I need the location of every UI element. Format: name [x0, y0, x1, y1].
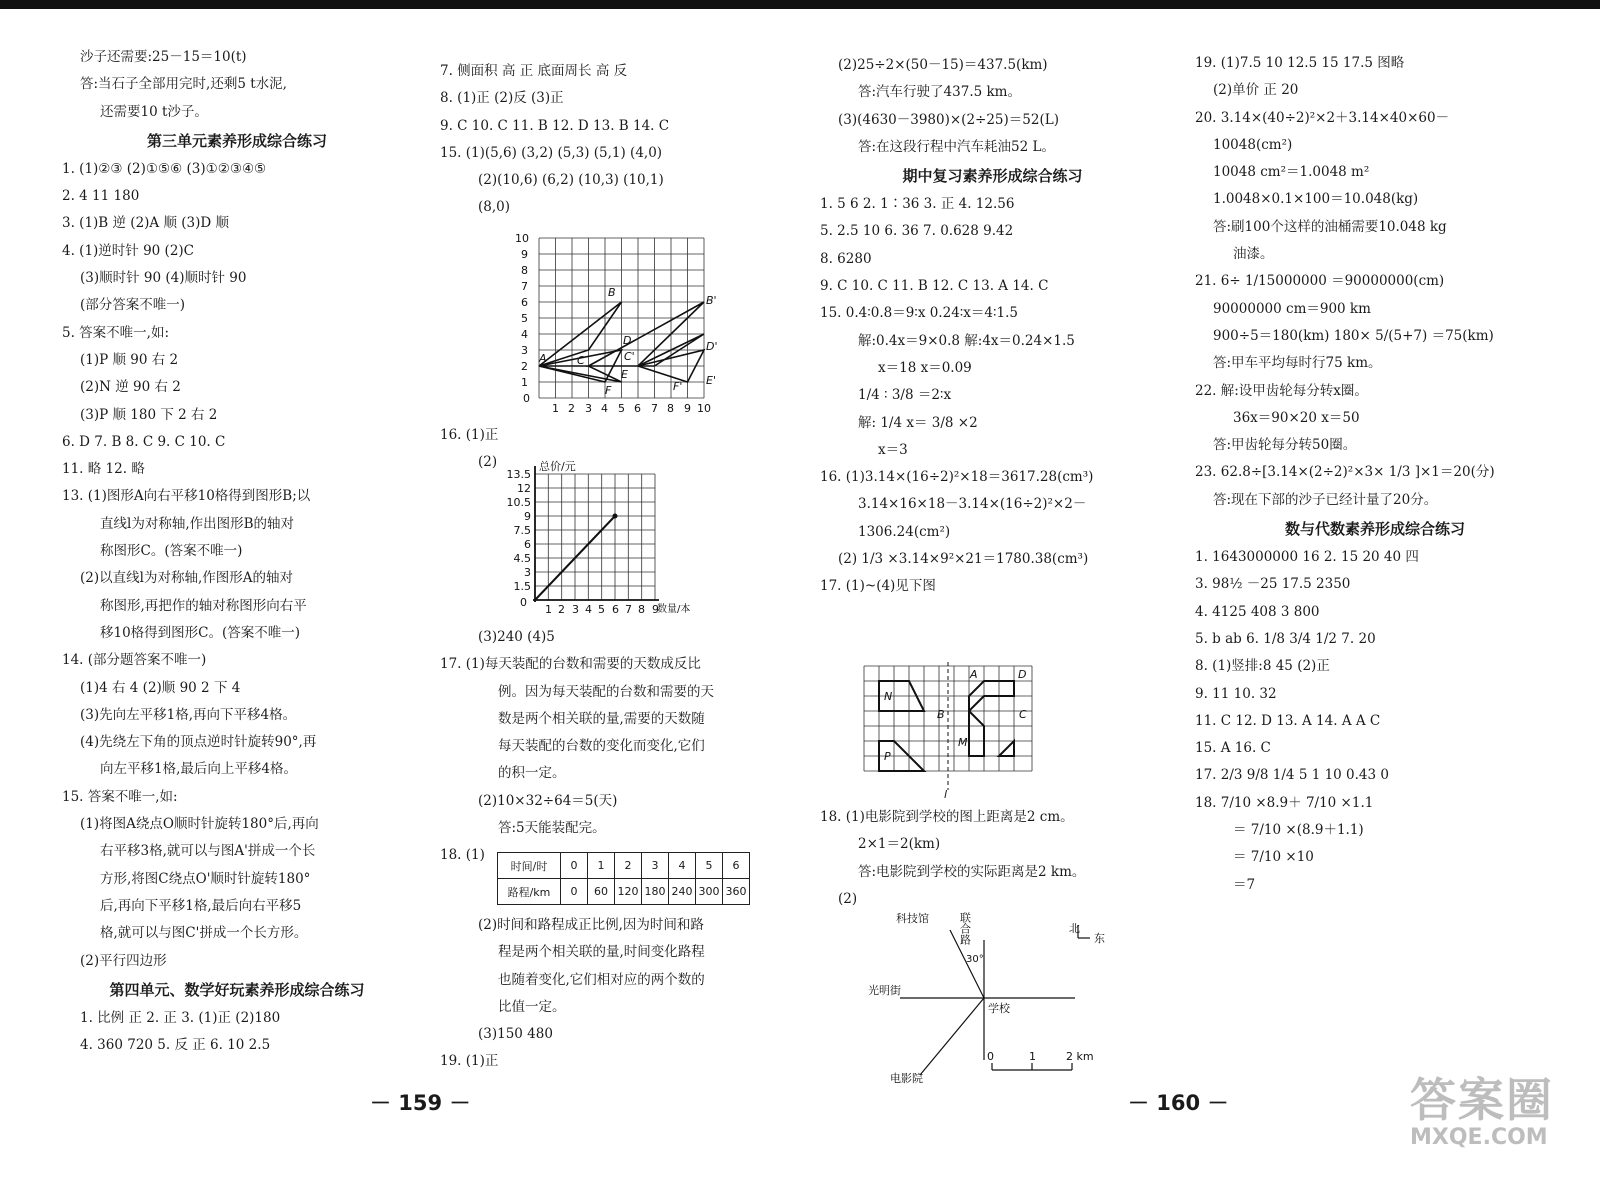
x-tick: 9 [652, 603, 659, 616]
table-cell: 1 [588, 853, 615, 879]
science-museum-label: 科技馆 [896, 912, 929, 925]
point-label: E [621, 368, 628, 381]
x-tick: 3 [585, 402, 592, 415]
text-line: 11. 略 12. 略 [62, 461, 145, 478]
scale-one: 1 [1029, 1050, 1036, 1063]
text-line: (1)将图A绕点O顺时针旋转180°后,再向 [80, 816, 319, 833]
y-tick: 5 [521, 312, 528, 325]
y-tick: 3 [524, 566, 531, 579]
table-cell: 360 [723, 879, 750, 905]
text-line: (2)25÷2×(50－15)＝437.5(km) [838, 57, 1048, 73]
table-cell: 300 [696, 879, 723, 905]
x-tick: 2 [558, 603, 565, 616]
text-line: x＝3 [878, 441, 908, 458]
column-1 [62, 44, 412, 1059]
point-label: C [577, 354, 585, 367]
text-line: 1. 5 6 2. 1∶36 3. 正 4. 12.56 [820, 196, 1015, 213]
text-line: 5. b ab 6. 1/8 3/4 1/2 7. 20 [1195, 630, 1376, 647]
axis-label: l [944, 788, 948, 801]
y-tick-labels [515, 232, 530, 405]
origin-label: 0 [520, 596, 527, 609]
text-line: (3)P 顺 180 下 2 右 2 [80, 406, 218, 423]
x-tick: 2 [568, 402, 575, 415]
column-3-lower [820, 804, 1165, 913]
text-line: 15. 答案不唯一,如: [62, 788, 178, 805]
x-tick: 4 [585, 603, 592, 616]
text-line: 17. (1)~(4)见下图 [820, 578, 936, 595]
x-tick: 10 [697, 402, 711, 415]
point-label: D [623, 334, 632, 347]
text-line: 1/4 ∶ 3/8 ＝2∶x [858, 387, 952, 404]
y-tick: 9 [524, 510, 531, 523]
text-line: (1)P 顺 90 右 2 [80, 351, 179, 368]
point-label: F' [673, 380, 683, 393]
table-cell: 6 [723, 853, 750, 879]
watermark-logo [1410, 1075, 1570, 1165]
text-line: 格,就可以与图C'拼成一个长方形。 [100, 925, 308, 942]
time-distance-table [497, 852, 750, 905]
text-line: 1306.24(cm²) [858, 523, 951, 540]
text-line: 10048(cm²) [1213, 136, 1293, 153]
text-line: 23. 62.8÷[3.14×(2÷2)²×3× 1/3 ]×1＝20(分) [1195, 464, 1495, 481]
text-line: 17. (1)每天装配的台数和需要的天数成反比 [440, 656, 701, 673]
column-3 [820, 52, 1165, 601]
scale-zero: 0 [987, 1050, 994, 1063]
text-line: 8. (1)正 (2)反 (3)正 [440, 90, 564, 107]
coordinate-grid-figure [505, 228, 735, 418]
text-line: 还需要10 t沙子。 [100, 103, 208, 120]
text-line: 3.14×16×18－3.14×(16÷2)²×2－ [858, 496, 1087, 513]
page-number-left: － 159 － [370, 1091, 471, 1115]
text-line: (部分答案不唯一) [80, 297, 186, 314]
column-2 [440, 58, 785, 222]
point-label: E' [706, 374, 716, 387]
y-tick-labels [507, 468, 532, 609]
text-line: 4. 360 720 5. 反 正 6. 10 2.5 [80, 1037, 271, 1054]
text-line: (2)(10,6) (6,2) (10,3) (10,1) [478, 172, 664, 189]
text-line: (8,0) [478, 199, 511, 216]
text-line: 1.0048×0.1×100＝10.048(kg) [1213, 191, 1419, 208]
text-line: 2×1＝2(km) [858, 836, 941, 853]
text-line: 比值一定。 [498, 998, 566, 1015]
text-line: 解:0.4x＝9×0.8 解:4x＝0.24×1.5 [858, 332, 1075, 349]
y-tick: 7.5 [513, 524, 531, 537]
point-labels [538, 286, 718, 397]
table-cell: 路程/km [498, 879, 561, 905]
top-border [0, 0, 1600, 9]
table-cell: 120 [615, 879, 642, 905]
text-line: 也随着变化,它们相对应的两个数的 [498, 971, 705, 988]
direction-map-figure [868, 910, 1140, 1090]
y-tick: 2 [521, 360, 528, 373]
x-tick: 3 [572, 603, 579, 616]
north-label: 北 [1069, 922, 1080, 935]
section-heading: 数与代数素养形成综合练习 [1284, 520, 1465, 539]
text-line: 答:5天能装配完。 [498, 820, 606, 837]
x-axis-title: 数量/本 [657, 604, 691, 615]
text-line: ＝ 7/10 ×(8.9＋1.1) [1233, 822, 1364, 839]
y-tick: 10 [515, 232, 529, 245]
angle-label: 30° [966, 954, 984, 965]
text-line: (3)240 (4)5 [478, 629, 555, 645]
text-line: 8. 6280 [820, 250, 872, 267]
text-line: (3)先向左平移1格,再向下平移4格。 [80, 706, 297, 723]
text-line: 解: 1/4 x＝ 3/8 ×2 [858, 414, 978, 431]
y-axis-title: 总价/元 [539, 460, 576, 473]
text-line: 15. A 16. C [1195, 740, 1271, 757]
text-line: 18. (1)电影院到学校的图上距离是2 cm。 [820, 809, 1074, 825]
text-line: 称图形C。(答案不唯一) [100, 543, 243, 560]
text-line: 8. (1)竖排:8 45 (2)正 [1195, 658, 1330, 675]
text-line: 1. 比例 正 2. 正 3. (1)正 (2)180 [80, 1009, 281, 1026]
text-line: 向左平移1格,最后向上平移4格。 [100, 761, 297, 778]
y-tick: 1.5 [513, 580, 531, 593]
text-line: 18. (1) [440, 847, 485, 864]
table-cell: 180 [642, 879, 669, 905]
text-line: (2) [838, 890, 858, 907]
text-line: 15. 0.4∶0.8＝9∶x 0.24∶x＝4∶1.5 [820, 305, 1018, 322]
x-tick: 1 [545, 603, 552, 616]
page-number-right: － 160 － [1128, 1091, 1229, 1115]
guangming-street-label: 光明街 [868, 984, 901, 997]
text-line: 13. (1)图形A向右平移10格得到图形B;以 [62, 488, 311, 505]
table-cell: 240 [669, 879, 696, 905]
text-line: (3)顺时针 90 (4)顺时针 90 [80, 270, 247, 287]
x-tick: 8 [667, 402, 674, 415]
x-tick: 8 [638, 603, 645, 616]
column-2-lower [440, 624, 785, 870]
y-tick: 1 [521, 376, 528, 389]
point-label: A [539, 352, 547, 365]
text-line: ＝ 7/10 ×10 [1233, 849, 1314, 866]
text-line: 20. 3.14×(40÷2)²×2＋3.14×40×60－ [1195, 109, 1450, 126]
shape-label: D [1018, 668, 1027, 681]
text-line: (3)150 480 [478, 1026, 553, 1043]
text-line: 18. 7/10 ×8.9＋ 7/10 ×1.1 [1195, 794, 1374, 811]
cinema-label: 电影院 [890, 1072, 923, 1085]
text-line: 移10格得到图形C。(答案不唯一) [100, 624, 301, 641]
text-line: 1. 1643000000 16 2. 15 20 40 四 [1195, 549, 1419, 566]
x-tick-labels [545, 603, 659, 616]
text-line: (4)先绕左下角的顶点逆时针旋转90°,再 [80, 734, 317, 751]
text-line: 4. 4125 408 3 800 [1195, 603, 1320, 620]
y-tick: 10.5 [506, 496, 531, 509]
text-line: 1. (1)②③ (2)①⑤⑥ (3)①②③④⑤ [62, 160, 267, 177]
y-tick: 12 [517, 482, 531, 495]
watermark-url: MXQE.COM [1410, 1125, 1548, 1150]
text-line: x＝18 x＝0.09 [878, 359, 972, 376]
text-line: 36x＝90×20 x＝50 [1233, 409, 1360, 426]
table-cell: 5 [696, 853, 723, 879]
column-4 [1195, 50, 1555, 899]
text-line: 称图形,再把作的轴对称图形向右平 [100, 597, 307, 614]
text-line: 答:甲齿轮每分转50圈。 [1213, 437, 1357, 454]
x-tick: 6 [612, 603, 619, 616]
text-line: (2)以直线l为对称轴,作图形A的轴对 [80, 570, 293, 587]
column-2-bottom [440, 912, 785, 1076]
x-tick: 5 [598, 603, 605, 616]
transformation-grid-figure [860, 660, 1040, 800]
text-line: 答:在这段行程中汽车耗油52 L。 [858, 138, 1055, 155]
shape-labels [884, 668, 1027, 801]
text-line: 90000000 cm＝900 km [1213, 300, 1371, 317]
text-line: 直线l为对称轴,作出图形B的轴对 [100, 515, 295, 532]
text-line: 2. 4 11 180 [62, 188, 140, 205]
table-cell: 60 [588, 879, 615, 905]
text-line: 答:甲车平均每时行75 km。 [1213, 355, 1382, 372]
x-tick: 7 [625, 603, 632, 616]
map-scale-bar [992, 1063, 1072, 1070]
y-tick: 8 [521, 264, 528, 277]
point-label: F [605, 384, 612, 397]
text-line: 4. (1)逆时针 90 (2)C [62, 242, 195, 259]
text-line: 每天装配的台数的变化而变化,它们 [498, 738, 705, 755]
text-line: 油漆。 [1233, 246, 1274, 263]
text-line: (2) 1/3 ×3.14×9²×21＝1780.38(cm³) [838, 551, 1089, 568]
scale-two: 2 km [1066, 1050, 1094, 1063]
text-line: (1)4 右 4 (2)顺 90 2 下 4 [80, 679, 241, 696]
table-cell: 0 [561, 879, 588, 905]
x-tick: 6 [634, 402, 641, 415]
table-cell: 0 [561, 853, 588, 879]
shape-label: M [958, 736, 968, 749]
table-row [498, 853, 750, 879]
school-label: 学校 [988, 1002, 1010, 1015]
table-cell: 2 [615, 853, 642, 879]
text-line: (3)(4630－3980)×(2÷25)＝52(L) [838, 111, 1059, 128]
text-line: 16. (1)3.14×(16÷2)²×18＝3617.28(cm³) [820, 469, 1094, 486]
text-line: 7. 侧面积 高 正 底面周长 高 反 [440, 63, 628, 79]
shape-label: C [1019, 708, 1027, 721]
text-line: 3. 98½ －25 17.5 2350 [1195, 576, 1351, 593]
text-line: 例。因为每天装配的台数和需要的天 [498, 683, 714, 700]
y-tick: 3 [521, 344, 528, 357]
watermark-text: 答案圈 [1410, 1073, 1554, 1127]
text-line: (2)平行四边形 [80, 952, 167, 969]
text-line: 答:电影院到学校的实际距离是2 km。 [858, 863, 1086, 880]
text-line: 答:汽车行驶了437.5 km。 [858, 84, 1021, 101]
shape-label: B [937, 708, 945, 721]
text-line: 沙子还需要:25－15＝10(t) [80, 49, 247, 65]
text-line: 22. 解:设甲齿轮每分转x圈。 [1195, 382, 1368, 399]
text-line: 21. 6÷ 1/15000000 ＝90000000(cm) [1195, 273, 1445, 290]
east-label: 东 [1094, 932, 1105, 945]
section-heading: 期中复习素养形成综合练习 [902, 167, 1083, 186]
table-row [498, 879, 750, 905]
y-tick: 13.5 [506, 468, 531, 481]
text-line: 答:当石子全部用完时,还剩5 t水泥, [80, 76, 287, 93]
text-line: (2)单价 正 20 [1213, 82, 1299, 99]
table-cell: 3 [642, 853, 669, 879]
y-tick: 7 [521, 280, 528, 293]
text-line: 方形,将图C绕点O'顺时针旋转180° [100, 870, 311, 887]
text-line: 11. C 12. D 13. A 14. A A C [1195, 712, 1381, 729]
text-line: ＝7 [1233, 876, 1256, 893]
text-line: 后,再向下平移1格,最后向右平移5 [100, 897, 302, 914]
text-line: 900÷5＝180(km) 180× 5/(5+7) ＝75(km) [1213, 327, 1494, 344]
table-cell: 4 [669, 853, 696, 879]
text-line: 17. 2/3 9/8 1/4 5 1 10 0.43 0 [1195, 767, 1389, 784]
text-line: 10048 cm²＝1.0048 m² [1213, 164, 1370, 181]
lianhe-road-label: 联合路 [958, 912, 972, 945]
x-tick: 7 [651, 402, 658, 415]
text-line: (2)10×32÷64＝5(天) [478, 792, 618, 809]
point-label: C' [624, 350, 635, 363]
text-line: 6. D 7. B 8. C 9. C 10. C [62, 433, 226, 450]
table-cell: 时间/时 [498, 853, 561, 879]
point-label: D' [706, 340, 718, 353]
text-line: (2)时间和路程成正比例,因为时间和路 [478, 917, 704, 933]
section-heading: 第三单元素养形成综合练习 [146, 131, 327, 150]
text-line: (2) [478, 454, 498, 471]
text-line: 的积一定。 [498, 765, 566, 782]
shape-label: A [970, 668, 978, 681]
origin-label: 0 [523, 392, 530, 405]
text-line: 5. 2.5 10 6. 36 7. 0.628 9.42 [820, 223, 1014, 240]
y-tick: 6 [524, 538, 531, 551]
text-line: 右平移3格,就可以与图A'拼成一个长 [100, 843, 316, 860]
x-tick-labels [552, 402, 711, 415]
text-line: 19. (1)正 [440, 1053, 499, 1070]
x-tick: 9 [684, 402, 691, 415]
text-line: 9. C 10. C 11. B 12. C 13. A 14. C [820, 278, 1049, 295]
text-line: 14. (部分题答案不唯一) [62, 652, 207, 669]
section-heading: 第四单元、数学好玩素养形成综合练习 [109, 980, 365, 999]
text-line: 5. 答案不唯一,如: [62, 324, 170, 341]
text-line: 16. (1)正 [440, 427, 499, 443]
point-label: B' [706, 294, 717, 307]
x-tick: 5 [618, 402, 625, 415]
text-line: 数是两个相关联的量,需要的天数随 [498, 710, 705, 727]
point-label: B [608, 286, 616, 299]
shape-label: N [884, 690, 893, 703]
text-line: 19. (1)7.5 10 12.5 15 17.5 图略 [1195, 55, 1405, 71]
price-quantity-graph [487, 460, 747, 630]
x-tick: 4 [601, 402, 608, 415]
text-line: 9. 11 10. 32 [1195, 685, 1277, 702]
text-line: 9. C 10. C 11. B 12. D 13. B 14. C [440, 117, 670, 134]
text-line: (2)N 逆 90 右 2 [80, 379, 181, 396]
y-tick: 4 [521, 328, 528, 341]
y-tick: 6 [521, 296, 528, 309]
text-line: 3. (1)B 逆 (2)A 顺 (3)D 顺 [62, 215, 229, 232]
shape-label: P [884, 750, 891, 763]
x-tick: 1 [552, 402, 559, 415]
data-point [613, 514, 618, 519]
text-line: 答:现在下部的沙子已经计量了20分。 [1213, 491, 1438, 508]
text-line: 15. (1)(5,6) (3,2) (5,3) (5,1) (4,0) [440, 144, 663, 161]
text-line: 答:刷100个这样的油桶需要10.048 kg [1213, 218, 1447, 235]
y-tick: 4.5 [513, 552, 531, 565]
text-line: 程是两个相关联的量,时间变化路程 [498, 944, 705, 961]
y-tick: 9 [521, 248, 528, 261]
